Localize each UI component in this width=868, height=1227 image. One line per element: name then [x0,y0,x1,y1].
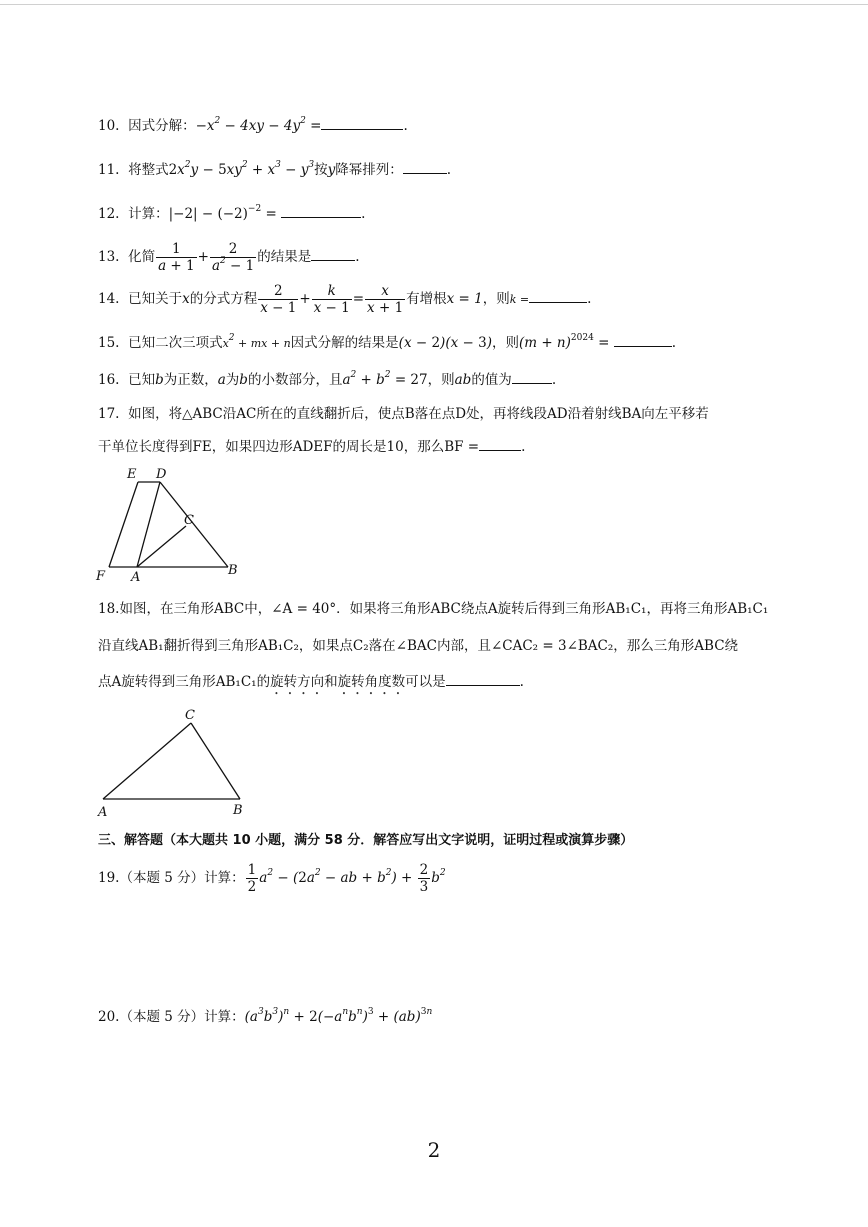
variable: x [182,291,190,307]
question-number: 14. [98,291,120,307]
question-18-line-3: 点A旋转得到三角形AB₁C₁的旋转方向和旋转角度数可以是 . [98,674,524,690]
question-text: ，则 [427,372,455,388]
question-number: 16. [98,372,120,388]
question-text: ，则 [482,291,510,307]
page-number: 2 [427,1138,441,1162]
figure-q17 [90,462,250,586]
question-number: 11. [98,162,120,178]
question-13: 13. 化简 $\frac{1}{a + 1}$ + $\frac{2}{a^2 - 1}$ 的结果是 . [98,241,360,274]
segment-AC [137,526,186,567]
question-number: 10. [98,118,120,134]
math-expression: $-x^2 - 4xy - 4y^2$ = [195,116,322,134]
variable: b [155,372,164,388]
math-expression: $(m + n)^{2024}$ = [518,333,610,351]
question-text: 因式分解的结果是 [290,335,399,351]
question-text: 沿直线AB₁翻折得到三角形AB₁C₂，如果点C₂落在∠BAC内部，且∠CAC₂ = 3∠BAC₂，那么三角形ABC绕 [98,638,739,654]
question-15: 15. 已知二次三项式$x^2$ + mx + n因式分解的结果是(x − 2)(x − 3)，则$(m + n)^{2024}$ = . [98,333,677,351]
question-text: 的结果是 [257,249,312,265]
answer-blank[interactable] [281,205,361,218]
answer-blank[interactable] [512,371,552,384]
question-text: 可以是 [405,674,446,690]
question-text: 化简 [128,249,156,265]
math-expression: $a^2 - (2a^2$ − ab + $b^2$) + [259,868,417,886]
answer-blank[interactable] [446,673,520,686]
question-text: 降幂排列： [335,162,403,178]
answer-blank[interactable] [529,290,587,303]
question-text: 的值为 [471,372,512,388]
question-text: （本题 5 分）计算： [119,870,245,886]
answer-blank[interactable] [403,161,447,174]
answer-blank[interactable] [614,334,672,347]
question-number: 15. [98,335,120,351]
question-text: ，则 [491,335,519,351]
question-text: 如图，在三角形ABC中，∠A = 40°．如果将三角形ABC绕点A旋转后得到三角形AB₁C₁，再将三角形AB₁C₁ [119,601,769,617]
math-expression: x = 1 [446,291,483,307]
point-label-A: A [98,805,108,820]
question-14: 14. 已知关于x的分式方程 $\frac{2}{x - 1}$ + $\frac{k}{x - 1}$ = $\frac{x}{x + 1}$ 有增根x = 1，则k = . [98,283,592,316]
top-border-line [0,4,868,5]
segment-AC [103,723,191,799]
question-10: 10. 因式分解：$-x^2 - 4xy - 4y^2$ = . [98,116,408,134]
emphasized-text: 旋转方向 [270,674,325,690]
fraction: $\frac{x}{x + 1}$ [367,283,404,316]
point-label-B: B [228,563,238,578]
fraction: $\frac{1}{a + 1}$ [158,241,195,274]
math-expression: (x − 2)(x − 3) [398,335,492,351]
emphasized-text: 旋转角度数 [337,674,406,690]
answer-blank[interactable] [479,438,521,451]
question-text: 有增根 [406,291,447,307]
question-text: 的小数部分，且 [247,372,343,388]
math-expression: $x^2$ + mx + n [222,333,291,350]
segment-EF [109,482,138,567]
question-number: 12. [98,206,120,222]
math-expression: $|-2| - (-2)^{-2}$ = [168,204,277,222]
question-text: 点A旋转得到三角形AB₁C₁的 [98,674,271,690]
question-text: 干单位长度得到FE，如果四边形ADEF的周长是10，那么BF = [98,439,480,455]
question-number: 18. [98,601,120,617]
question-number: 19. [98,870,120,886]
answer-blank[interactable] [321,117,403,130]
variable: b [239,372,248,388]
question-text: 和 [324,674,338,690]
point-label-F: F [96,569,106,584]
figure-q18 [90,702,260,822]
math-expression: $(a^3b^3)^n + 2(-a^nb^n)^3 + (ab)^{3n}$ [244,1007,433,1025]
fraction: $\frac{2}{3}$ [419,862,429,895]
question-17-line-2: 干单位长度得到FE，如果四边形ADEF的周长是10，那么BF = . [98,439,526,455]
point-label-C: C [184,513,194,528]
fraction: $\frac{2}{a^2 - 1}$ [211,241,255,274]
fraction: $\frac{1}{2}$ [247,862,257,895]
question-text: 为 [225,372,240,388]
point-label-E: E [127,467,137,482]
question-text: 已知二次三项式 [128,335,223,351]
question-text: 计算： [128,206,169,222]
question-18-line-2 [98,637,738,655]
math-expression: $a^2 + b^2 = 27$ [342,370,428,388]
question-text: 按 [314,162,328,178]
question-text: 已知关于 [128,291,183,307]
point-label-C: C [185,708,195,723]
variable: k = [509,293,530,306]
question-text: 的分式方程 [189,291,258,307]
point-label-A: A [131,570,141,585]
math-expression: $2x^2y - 5xy^2 + x^3 - y^3$ [168,160,315,178]
section-heading: 三、解答题（本大题共 10 小题，满分 58 分．解答应写出文字说明，证明过程或演算步骤） [98,833,634,848]
question-text: 因式分解： [128,118,196,134]
fraction: $\frac{2}{x - 1}$ [260,283,297,316]
question-number: 20. [98,1009,120,1025]
variable: a [217,372,226,388]
question-19 [98,862,446,895]
question-number: 17. [98,406,120,422]
answer-blank[interactable] [311,248,355,261]
question-text: （本题 5 分）计算： [119,1009,245,1025]
point-label-D: D [156,467,167,482]
fraction: $\frac{k}{x - 1}$ [313,283,350,316]
point-label-B: B [233,803,243,818]
question-text: 将整式 [128,162,169,178]
segment-DB [160,482,228,567]
question-20 [98,1008,432,1026]
question-11: 11. 将整式$2x^2y - 5xy^2 + x^3 - y^3$按y降幂排列： . [98,160,452,178]
question-18-line-1 [98,600,768,618]
question-number: 13. [98,249,120,265]
segment-CB [191,723,240,799]
math-expression: $b^2$ [431,868,446,886]
question-16: 16. 已知b为正数，a为b的小数部分，且$a^2 + b^2 = 27$，则ab的值为 . [98,370,557,388]
variable: ab [454,372,472,388]
variable: y [327,162,336,178]
question-text: 如图，将△ABC沿AC所在的直线翻折后，使点B落在点D处，再将线段AD沿着射线BA向左平移若 [128,406,709,422]
segment-DA [137,482,160,567]
question-17-line-1 [98,405,709,423]
question-12: 12. 计算：$|-2| - (-2)^{-2}$ = . [98,204,366,222]
question-text: 已知 [128,372,156,388]
question-text: 为正数， [163,372,218,388]
